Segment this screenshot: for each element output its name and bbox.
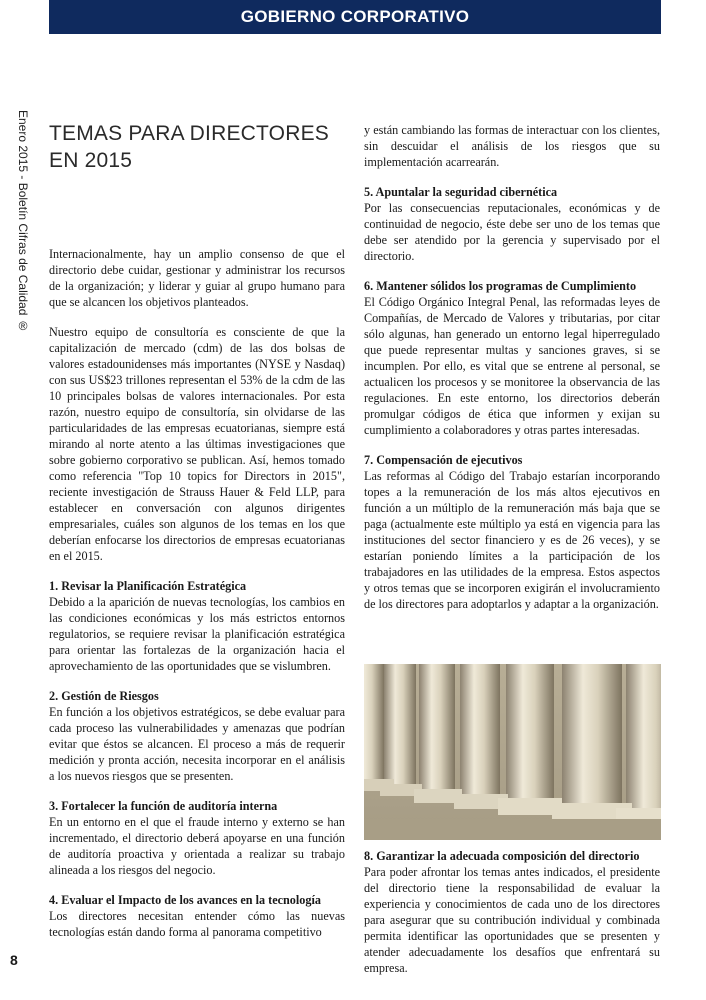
section-1 — [49, 578, 345, 674]
section-body: En función a los objetivos estratégicos, se debe evaluar para cada proceso las vulnerabilidades y amenazas que podrían evitar que éstos se alcancen. El proceso a más de requerir medición y pronta acción, necesita incorporar en el análisis a los nuevos riesgos que se presenten. — [49, 705, 345, 783]
article-title: TEMAS PARA DIRECTORES EN 2015 — [49, 122, 329, 172]
section-heading: 7. Compensación de ejecutivos — [364, 453, 523, 467]
section-2 — [49, 688, 345, 784]
section-body: Para poder afrontar los temas antes indicados, el presidente del directorio tiene la responsabilidad de evaluar la experiencia y conocimientos de cada uno de los directores para asegurar que su contribución individual y combinada permita identificar las oportunidades que se presenten y atender adecuadamente los desafíos que enfrentará su empresa. — [364, 865, 660, 975]
section-body: Los directores necesitan entender cómo las nuevas tecnologías están dando forma al panorama competitivo — [49, 909, 345, 939]
section-7 — [364, 452, 660, 612]
section-heading: 2. Gestión de Riesgos — [49, 689, 159, 703]
columns-illustration-icon — [364, 664, 661, 840]
section-body: Por las consecuencias reputacionales, económicas y de continuidad de negocio, éste debe ser uno de los temas que debe ser atendido por la gerencia y supervisado por el directorio. — [364, 201, 660, 263]
section-body: El Código Orgánico Integral Penal, las reformadas leyes de Compañías, de Mercado de Valores y tributarias, por citar sólo algunas, han generado un entorno legal hiperregulado que puede representar multas y sanciones graves, si se incumplen. Por ello, es vital que se entrene al personal, se actualicen los procesos y se monitoree la observancia de las regulaciones. En este entorno, los directorios deberán promulgar códigos de ética que informen y exijan su cumplimiento a colaboradores y otras partes interesadas. — [364, 295, 660, 437]
section-4 — [49, 892, 345, 940]
issue-side-label: Enero 2015 - Boletín Cifras de Calidad ® — [16, 110, 30, 333]
section-body: y están cambiando las formas de interactuar con los clientes, sin descuidar el análisis de los riesgos que su implementación acarrearán. — [364, 123, 660, 169]
section-heading: 8. Garantizar la adecuada composición del directorio — [364, 849, 640, 863]
section-3 — [49, 798, 345, 878]
section-5 — [364, 184, 660, 264]
section-body: Las reformas al Código del Trabajo estarían incorporando topes a la remuneración de los más altos ejecutivos en función a un múltiplo de la remuneración más baja que se paga (actualmente este múltiplo ya está en vigencia para las instituciones del sector financiero y es de 26 veces), y se estarían poniendo límites a la participación de los trabajadores en las utilidades de la empresa. Estos aspectos y otros temas que se incorporen exigirán el involucramiento de los directores para adoptarlos y adaptar a la organización. — [364, 469, 660, 611]
classical-columns-photo — [364, 664, 661, 840]
section-4-continued — [364, 122, 660, 170]
section-8 — [364, 848, 660, 976]
section-header-title: GOBIERNO CORPORATIVO — [240, 7, 470, 26]
section-heading: 3. Fortalecer la función de auditoría interna — [49, 799, 278, 813]
section-6 — [364, 278, 660, 438]
section-heading: 5. Apuntalar la seguridad cibernética — [364, 185, 558, 199]
section-body: Debido a la aparición de nuevas tecnologías, los cambios en las condiciones económicas y los más estrictos entornos regulatorios, se requiere revisar la planificación estratégica para orientar las fortalezas de la organización hacia el aprovechamiento de las oportunidades que se vislumbren. — [49, 595, 345, 673]
intro-paragraph: Internacionalmente, hay un amplio consenso de que el directorio debe cuidar, gestionar y administrar los recursos de la organización; y liderar y guiar al grupo humano para que se alcancen los objetivos planteados. — [49, 247, 345, 309]
section-header-bar — [49, 0, 661, 34]
page-number: 8 — [10, 952, 18, 968]
intro-paragraph: Nuestro equipo de consultoría es consciente de que la capitalización de mercado (cdm) de las dos bolsas de valores estadounidenses más importantes (NYSE y Nasdaq) con sus US$23 trillones representan el 53% de la cdm de las 10 principales bolsas de valores internacionales. Por esta razón, nuestro equipo de consultoría, sin olvidarse de las particularidades de las empresas ecuatorianas, siempre está mirando al norte atento a las últimas investigaciones que sobre gobierno corporativo se publican. Así, hemos tomado como referencia "Top 10 topics for Directors in 2015", reciente investigación de Strauss Hauer & Feld LLP, para establecer en conversación con algunos dirigentes empresariales, cuáles son algunos de los temas en los que deberían enfocarse los directorios de empresas ecuatorianas en el 2015. — [49, 325, 345, 563]
section-heading: 1. Revisar la Planificación Estratégica — [49, 579, 247, 593]
section-heading: 4. Evaluar el Impacto de los avances en la tecnología — [49, 893, 321, 907]
left-column — [49, 246, 345, 954]
section-heading: 6. Mantener sólidos los programas de Cumplimiento — [364, 279, 637, 293]
section-body: En un entorno en el que el fraude interno y externo se han incrementado, el directorio deberá apoyarse en una función de auditoría proactiva y orientada a realizar su trabajo alineada a los riesgos del negocio. — [49, 815, 345, 877]
right-column — [364, 122, 660, 626]
